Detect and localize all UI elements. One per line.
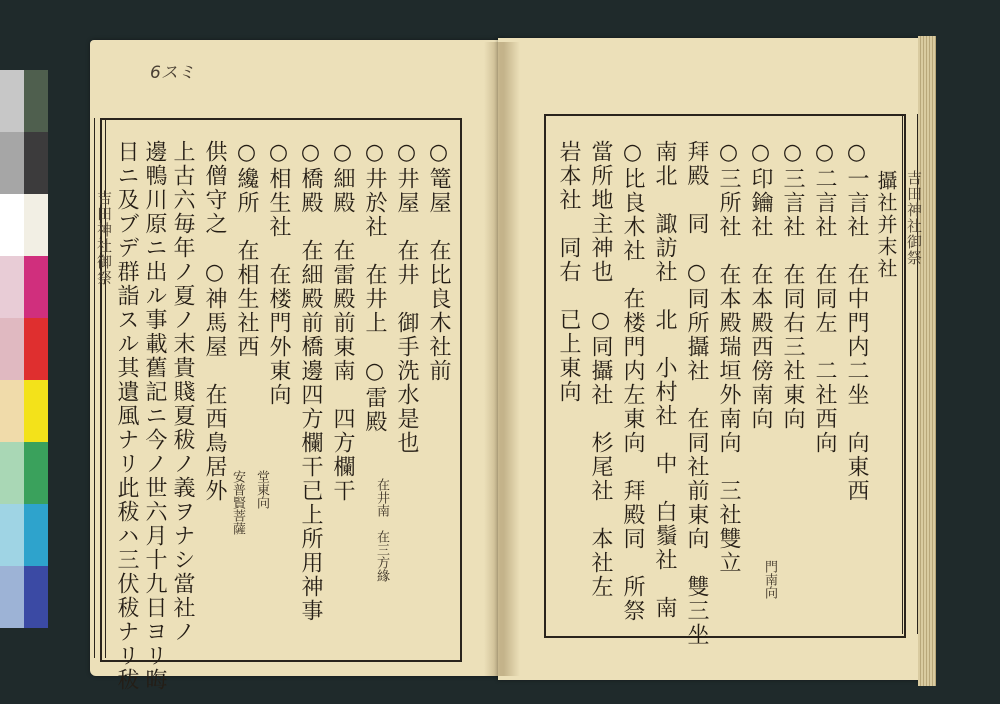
text-column: 日ニ及ブデ群詣スル其遺風ナリ此秡ハ三伏秡ナリ秡 bbox=[114, 140, 139, 692]
swatch bbox=[24, 70, 48, 132]
swatch bbox=[0, 504, 24, 566]
book-gutter bbox=[484, 42, 520, 676]
text-column: ○篭屋 在比良木社前 bbox=[426, 140, 451, 383]
text-column: 南北 諏訪社 北 小村社 中 白鬚社 南 bbox=[652, 140, 677, 620]
annotation-note: 在井南 在三方緣 bbox=[374, 478, 389, 582]
swatch bbox=[0, 318, 24, 380]
text-column: 邊鴨川原ニ出ル事載舊記ニ今ノ世六月十九日ヨリ晦 bbox=[142, 140, 167, 692]
text-column: ○三所社 在本殿瑞垣外南向 三社雙立 bbox=[716, 140, 741, 575]
text-column: ○細殿 在雷殿前東南 四方欄干 bbox=[330, 140, 355, 503]
text-column: ○一言社 在中門内二坐 向東西 bbox=[844, 140, 869, 503]
text-column: 上古六毎年ノ夏ノ末貴賤夏秡ノ義ヲナシ當社ノ bbox=[170, 140, 195, 644]
handwritten-note: 6スミ bbox=[150, 63, 195, 83]
swatch bbox=[0, 132, 24, 194]
text-column: 當所地主神也 ○同攝社 杉尾社 本社左 bbox=[588, 140, 613, 599]
annotation-note: 堂東向 bbox=[254, 470, 269, 509]
text-column: ○比良木社 在楼門内左東向 拜殿同 所祭 bbox=[620, 140, 645, 623]
text-column: ○纔所 在相生社西 bbox=[234, 140, 259, 359]
text-column: ○橋殿 在細殿前橋邊四方欄干已上所用神事 bbox=[298, 140, 323, 623]
left-margin-title: 吉田神社御祭 bbox=[95, 190, 113, 286]
text-column: ○相生社 在楼門外東向 bbox=[266, 140, 291, 407]
right-margin-title: 吉田神社御祭 bbox=[905, 170, 923, 266]
annotation-note: 安普賢菩薩 bbox=[230, 470, 245, 535]
swatch bbox=[24, 566, 48, 628]
section-heading: 攝社并末社 bbox=[874, 170, 898, 280]
swatch bbox=[24, 256, 48, 318]
swatch bbox=[24, 442, 48, 504]
swatch bbox=[0, 256, 24, 318]
swatch bbox=[0, 70, 24, 132]
swatch bbox=[0, 194, 24, 256]
swatch bbox=[0, 442, 24, 504]
text-column: 岩本社 同右 已上東向 bbox=[556, 140, 581, 404]
page-edges bbox=[918, 36, 936, 686]
text-column: ○二言社 在同左 二社西向 bbox=[812, 140, 837, 455]
text-column: ○三言社 在同右三社東向 bbox=[780, 140, 805, 431]
swatch bbox=[24, 504, 48, 566]
text-column: 拜殿 同 ○同所攝社 在同社前東向 雙三坐 bbox=[684, 140, 709, 647]
text-column: ○井屋 在井 御手洗水是也 bbox=[394, 140, 419, 455]
swatch bbox=[24, 194, 48, 256]
swatch bbox=[24, 132, 48, 194]
annotation-note: 門南向 bbox=[762, 560, 777, 599]
swatch bbox=[0, 380, 24, 442]
swatch bbox=[24, 380, 48, 442]
swatch bbox=[0, 566, 24, 628]
text-column: ○印鑰社 在本殿西傍南向 bbox=[748, 140, 773, 431]
text-column: ○井於社 在井上 ○雷殿 bbox=[362, 140, 387, 434]
swatch bbox=[24, 318, 48, 380]
color-calibration-strip bbox=[0, 70, 48, 630]
text-column: 供僧守之 ○神馬屋 在西鳥居外 bbox=[202, 140, 227, 503]
